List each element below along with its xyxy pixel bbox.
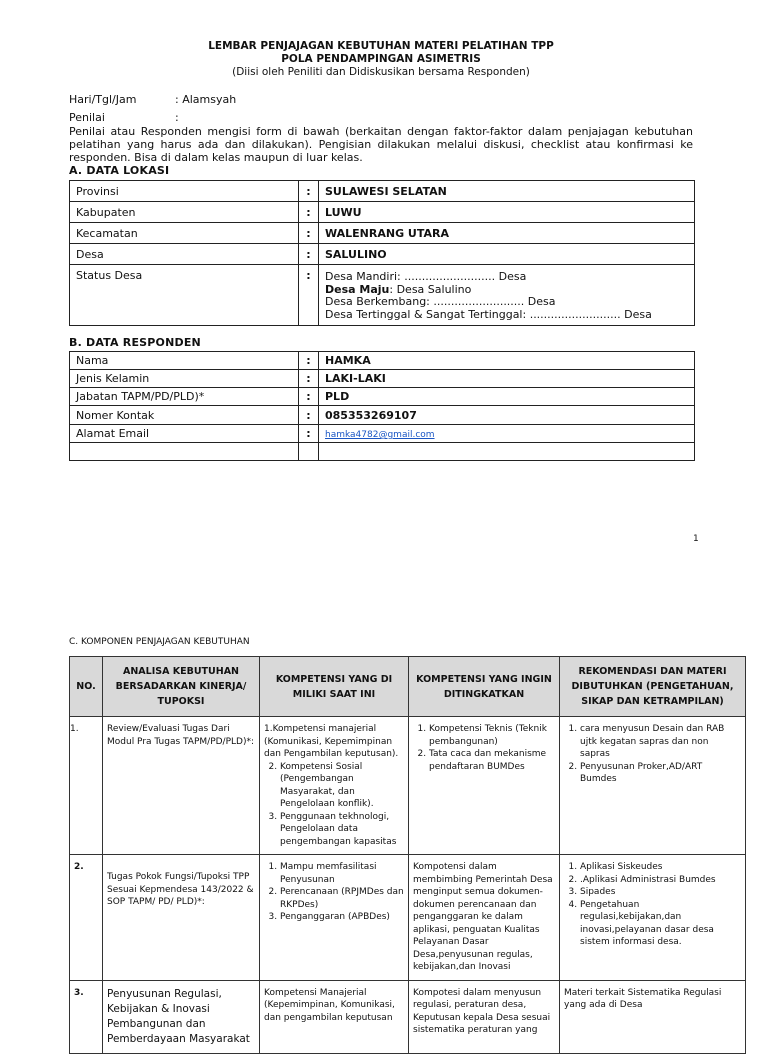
doc-title-2: POLA PENDAMPINGAN ASIMETRIS	[281, 53, 481, 65]
col-header: KOMPETENSI YANG DI MILIKI SAAT INI	[260, 657, 409, 717]
row-analisa: Penyusunan Regulasi, Kebijakan & Inovasi Pembangunan dan Pemberdayaan Masyarakat	[103, 980, 260, 1053]
list-item: 1. Mampu memfasilitasi Penyusunan	[280, 861, 404, 886]
responden-row	[70, 406, 695, 425]
lokasi-sep: :	[299, 223, 319, 244]
table-row	[70, 855, 746, 981]
data-lokasi-table	[69, 180, 695, 326]
row-rekomendasi	[560, 717, 746, 855]
empty-cell	[70, 443, 299, 461]
responden-label: Nama	[70, 352, 299, 370]
row-rekomendasi	[560, 855, 746, 981]
row-no: 2.	[70, 855, 103, 981]
list-item: 4. Pengetahuan regulasi,kebijakan,dan inovasi,pelayanan dasar desa sistem informasi desa.	[580, 899, 741, 949]
responden-row	[70, 370, 695, 388]
lokasi-sep: :	[299, 181, 319, 202]
list-item: 2. Perencanaan (RPJMDes dan RKPDes)	[280, 886, 404, 911]
col-header: ANALISA KEBUTUHAN BERSADARKAN KINERJA/ TUPOKSI	[103, 657, 260, 717]
responden-value: HAMKA	[319, 352, 695, 370]
lokasi-sep: :	[299, 202, 319, 223]
kompetensi-item-text: Kompetensi manajerial (Komunikasi, Kepemimpinan dan Pengambilan keputusan).	[264, 724, 399, 759]
lokasi-label: Kecamatan	[70, 223, 299, 244]
empty-cell	[299, 443, 319, 461]
responden-value: 085353269107	[319, 406, 695, 425]
komponen-header-row	[70, 657, 746, 717]
analisa-text: Tugas Pokok Fungsi/Tupoksi TPP Sesuai Kepmendesa 143/2022 & SOP TAPM/ PD/ PLD)*:	[107, 872, 254, 907]
status-options	[319, 265, 695, 326]
meta-penilai	[69, 111, 179, 124]
responden-label: Alamat Email	[70, 425, 299, 443]
table-row	[70, 717, 746, 855]
lokasi-label: Desa	[70, 244, 299, 265]
meta-hari	[69, 93, 236, 106]
row-rekomendasi: Materi terkait Sistematika Regulasi yang ada di Desa	[560, 980, 746, 1053]
lokasi-value: SULAWESI SELATAN	[319, 181, 695, 202]
responden-row	[70, 425, 695, 443]
lokasi-row	[70, 181, 695, 202]
doc-subtitle: (Diisi oleh Peniliti dan Didiskusikan bersama Responden)	[232, 66, 530, 78]
lokasi-sep: :	[299, 244, 319, 265]
section-a-heading: A. DATA LOKASI	[69, 164, 170, 177]
row-kompetensi	[260, 855, 409, 981]
list-item: 1. Kompetensi Teknis (Teknik pembangunan)	[429, 723, 555, 748]
instructions: Penilai atau Responden mengisi form di bawah (berkaitan dengan faktor-faktor dalam penjajagan kebutuhan pelatihan yang harus ada dan dilakukan). Pengisian dilakukan melalui diskusi, checklist atau konfirmasi ke responden. Bisa di dalam kelas maupun di luar kelas.	[69, 125, 693, 164]
responden-row	[70, 352, 695, 370]
kompetensi-item	[264, 723, 404, 761]
list-item: 1. cara menyusun Desain dan RAB ujtk kegatan sapras dan non sapras	[580, 723, 741, 761]
status-mandiri: Desa Mandiri: .......................... Desa	[325, 270, 527, 283]
responden-label: Nomer Kontak	[70, 406, 299, 425]
komponen-table	[69, 656, 746, 1054]
responden-value: PLD	[319, 388, 695, 406]
responden-empty-row	[70, 443, 695, 461]
list-item: 2. Kompetensi Sosial (Pengembangan Masyarakat, dan Pengelolaan konflik).	[280, 761, 404, 811]
row-kompetensi: Kompetensi Manajerial (Kepemimpinan, Komunikasi, dan pengambilan keputusan	[260, 980, 409, 1053]
responden-sep: :	[299, 388, 319, 406]
data-responden-table	[69, 351, 695, 461]
hari-label: Hari/Tgl/Jam	[69, 93, 137, 106]
empty-cell	[319, 443, 695, 461]
kompetensi-item-number: 1.	[264, 724, 273, 734]
lokasi-row	[70, 244, 695, 265]
list-item: 2. Tata caca dan mekanisme pendaftaran BUMDes	[429, 748, 555, 773]
col-header: NO.	[70, 657, 103, 717]
lokasi-row	[70, 202, 695, 223]
rekomendasi-list	[564, 861, 741, 949]
status-berkembang: Desa Berkembang: .......................... Desa	[325, 295, 556, 308]
hari-value: : Alamsyah	[175, 93, 237, 106]
email-link[interactable]: hamka4782@gmail.com	[325, 430, 435, 440]
penilai-value: :	[175, 111, 179, 124]
kompetensi-list	[264, 761, 404, 849]
status-tertinggal: Desa Tertinggal & Sangat Tertinggal: .......................... Desa	[325, 307, 652, 321]
responden-sep: :	[299, 425, 319, 443]
ditingkatkan-list	[413, 723, 555, 773]
lokasi-label: Kabupaten	[70, 202, 299, 223]
doc-title: LEMBAR PENJAJAGAN KEBUTUHAN MATERI PELATIHAN TPP	[208, 40, 554, 52]
page-gap	[0, 578, 768, 624]
row-no: 1.	[70, 717, 103, 855]
row-kompetensi	[260, 717, 409, 855]
row-analisa: Review/Evaluasi Tugas Dari Modul Pra Tugas TAPM/PD/PLD)*:	[103, 717, 260, 855]
list-item: 1. Aplikasi Siskeudes	[580, 861, 741, 874]
responden-row	[70, 388, 695, 406]
responden-label: Jabatan TAPM/PD/PLD)*	[70, 388, 299, 406]
row-ditingkatkan: Kompotensi dalam membimbing Pemerintah Desa menginput semua dokumen-dokumen perencanaan dan penganggaran ke dalam aplikasi, penguatan Kualitas Pelayanan Dasar Desa,penyusunan regulas, kebijakan,dan Inovasi	[409, 855, 560, 981]
list-item: 2. Penyusunan Proker,AD/ART Bumdes	[580, 761, 741, 786]
lokasi-value: WALENRANG UTARA	[319, 223, 695, 244]
responden-value: LAKI-LAKI	[319, 370, 695, 388]
rekomendasi-list	[564, 723, 741, 786]
lokasi-row	[70, 223, 695, 244]
responden-sep: :	[299, 370, 319, 388]
row-ditingkatkan	[409, 717, 560, 855]
lokasi-label: Provinsi	[70, 181, 299, 202]
status-maju-value: : Desa Salulino	[389, 282, 472, 296]
list-item: 3. Penganggaran (APBDes)	[280, 911, 404, 924]
table-row	[70, 980, 746, 1053]
page-number: 1	[693, 534, 699, 544]
list-item: 3. Penggunaan tekhnologi, Pengelolaan data pengembangan kapasitas	[280, 811, 404, 849]
list-item: 3. Sipades	[580, 886, 741, 899]
responden-sep: :	[299, 352, 319, 370]
lokasi-value: LUWU	[319, 202, 695, 223]
row-ditingkatkan: Kompotesi dalam menyusun regulasi, peraturan desa, Keputusan kepala Desa sesuai sistematika peraturan yang	[409, 980, 560, 1053]
penilai-label: Penilai	[69, 111, 105, 124]
responden-label: Jenis Kelamin	[70, 370, 299, 388]
col-header: KOMPETENSI YANG INGIN DITINGKATKAN	[409, 657, 560, 717]
status-desa-row	[70, 265, 695, 326]
row-no: 3.	[70, 980, 103, 1053]
status-maju-label: Desa Maju	[325, 282, 390, 296]
email-cell	[319, 425, 695, 443]
responden-sep: :	[299, 406, 319, 425]
kompetensi-list	[264, 861, 404, 924]
lokasi-value: SALULINO	[319, 244, 695, 265]
status-sep: :	[299, 265, 319, 326]
status-label: Status Desa	[70, 265, 299, 326]
list-item: 2. .Aplikasi Administrasi Bumdes	[580, 874, 741, 887]
row-analisa	[103, 855, 260, 981]
col-header: REKOMENDASI DAN MATERI DIBUTUHKAN (PENGETAHUAN, SIKAP DAN KETRAMPILAN)	[560, 657, 746, 717]
section-c-heading: C. KOMPONEN PENJAJAGAN KEBUTUHAN	[69, 637, 250, 647]
section-b-heading: B. DATA RESPONDEN	[69, 336, 201, 349]
